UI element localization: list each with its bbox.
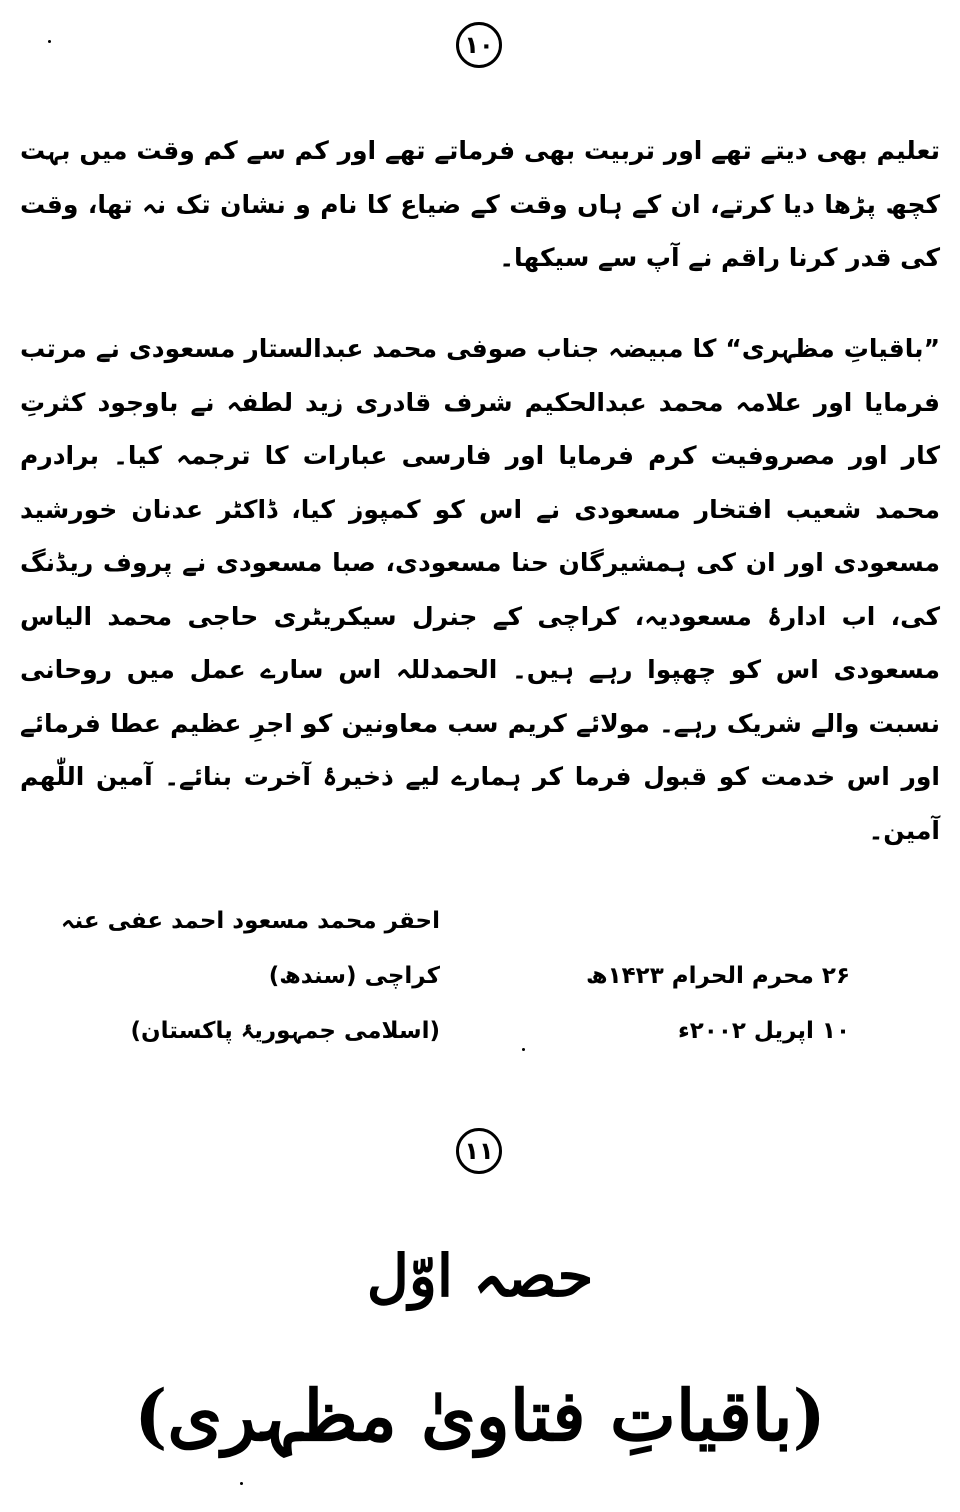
signature-block xyxy=(61,894,440,1059)
paragraph-acknowledgements: ”باقیاتِ مظہری“ کا مبیضہ جناب صوفی محمد عبدالستار مسعودی نے مرتب فرمایا اور علامہ محمد عبدالحکیم شرف قادری زید لطفہ نے باوجود کثرتِ کار اور مصروفیت کرم فرمایا اور فارسی عبارات کا ترجمہ کیا۔ برادرم محمد شعیب افتخار مسعودی نے اس کو کمپوز کیا، ڈاکٹر عدنان خورشید مسعودی اور ان کی ہمشیرگان حنا مسعودی، صبا مسعودی نے پروف ریڈنگ کی، اب ادارۂ مسعودیہ، کراچی کے جنرل سیکریٹری حاجی محمد الیاس مسعودی اس کو چھپوا رہے ہیں۔ الحمدللہ اس سارے عمل میں روحانی نسبت والے شریک رہے۔ مولائے کریم سب معاونین کو اجرِ عظیم عطا فرمائے اور اس خدمت کو قبول فرما کر ہمارے لیے ذخیرۂ آخرت بنائے۔ آمین اللّٰھم آمین۔ xyxy=(20,334,940,845)
signature-name: احقر محمد مسعود احمد عفی عنہ xyxy=(60,908,440,934)
date-block xyxy=(586,949,850,1059)
signature-country: (اسلامی جمہوریۂ پاکستان) xyxy=(130,1018,440,1044)
scan-speck xyxy=(240,1482,243,1485)
date-gregorian: ۱۰ اپریل ۲۰۰۲ء xyxy=(677,1018,850,1044)
page-number-middle: ١١ xyxy=(456,1128,502,1174)
paragraph-intro: تعلیم بھی دیتے تھے اور تربیت بھی فرماتے تھے اور کم سے کم وقت میں بہت کچھ پڑھا دیا کرتے، ان کے ہاں وقت کے ضیاع کا نام و نشان تک نہ تھا، وقت کی قدر کرنا راقم نے آپ سے سیکھا۔ xyxy=(20,136,940,272)
section-title-heading: (باقیاتِ فتاویٰ مظہری) xyxy=(134,1374,826,1457)
scan-speck xyxy=(48,40,51,43)
date-hijri: ۲۶ محرم الحرام ۱۴۲۳ھ xyxy=(586,963,850,989)
page-number-top: ١٠ xyxy=(456,22,502,68)
scan-speck xyxy=(522,1048,525,1051)
section-part-heading: حصہ اوّل xyxy=(366,1242,594,1310)
signature-city: کراچی (سندھ) xyxy=(268,963,440,989)
